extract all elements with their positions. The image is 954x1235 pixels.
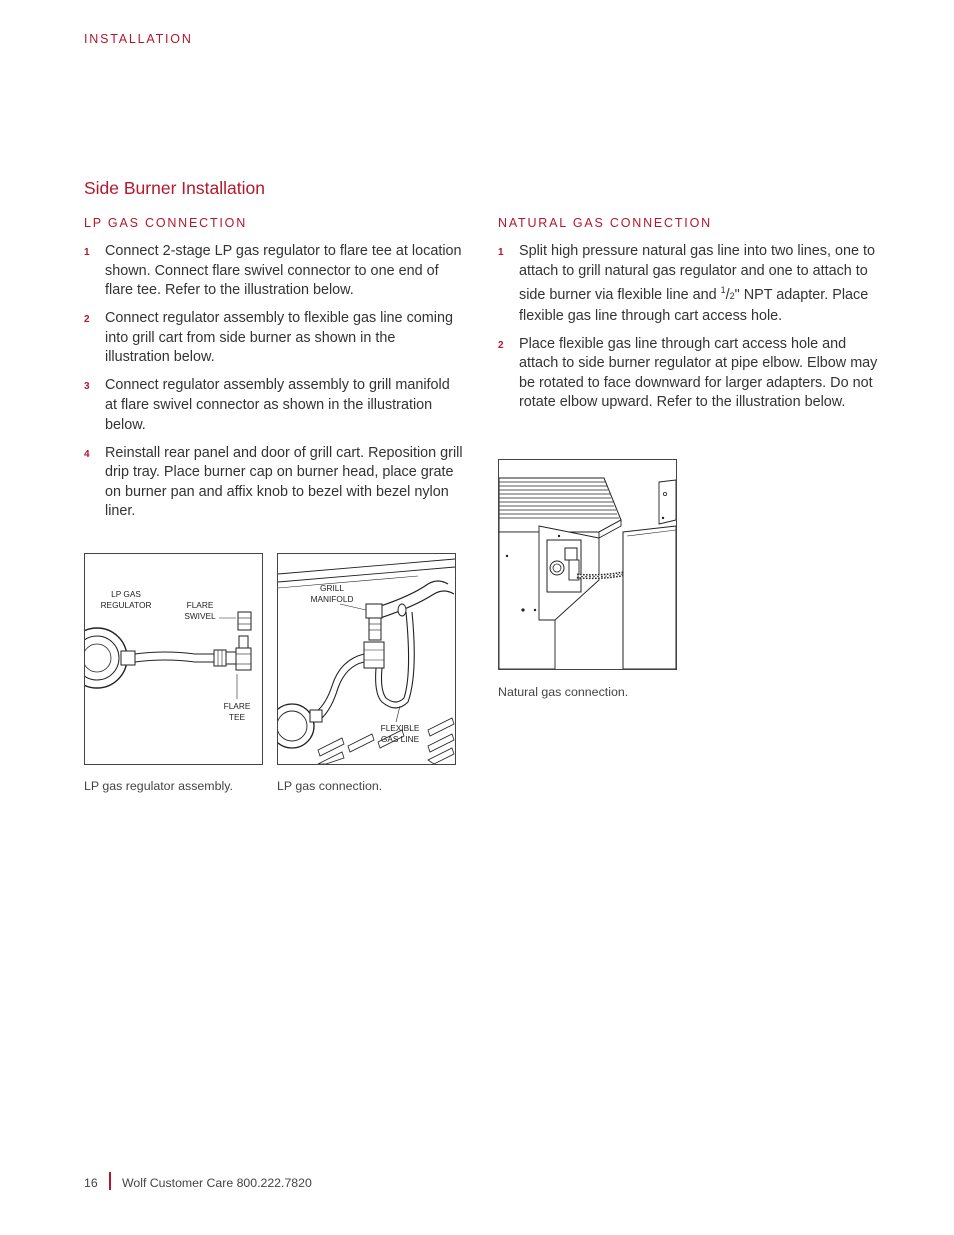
step-text: Connect regulator assembly assembly to grill manifold at flare swivel connector as shown in the illustration below. (105, 377, 450, 433)
lp-step (84, 309, 464, 368)
caption-natural-connection: Natural gas connection. (498, 685, 629, 699)
natural-step (498, 242, 878, 326)
figure-natural-connection (498, 459, 677, 670)
step-text: Reinstall rear panel and door of grill cart. Reposition grill drip tray. Place burner cap on burner head, place grate on burner pan and affix knob to bezel with bezel nylon liner. (105, 444, 463, 520)
step-text: Connect regulator assembly to flexible gas line coming into grill cart from side burner as shown in the illustration below. (105, 310, 453, 366)
natural-steps (498, 242, 878, 421)
natural-connection-illustration (499, 460, 676, 669)
step-number: 4 (84, 448, 90, 460)
figure-lp-regulator (84, 553, 263, 765)
step-text: Place flexible gas line through cart access hole and attach to side burner regulator at pipe elbow. Elbow may be rotated to face downward for larger adapters. Do not rotate elbow upward. Refer to the illustration below. (519, 335, 878, 411)
step-number: 1 (498, 247, 504, 258)
lp-step (84, 376, 464, 435)
caption-lp-regulator: LP gas regulator assembly. (84, 779, 233, 793)
footer-divider (109, 1172, 111, 1190)
lp-step (84, 242, 464, 301)
page-number: 16 (84, 1176, 98, 1190)
label-gas-line: GAS LINE (380, 734, 420, 744)
step-number: 2 (498, 339, 504, 351)
footer-contact: Wolf Customer Care 800.222.7820 (122, 1176, 312, 1190)
label-manifold: MANIFOLD (310, 594, 354, 604)
label-regulator: REGULATOR (100, 600, 152, 610)
lp-regulator-illustration (85, 554, 262, 764)
step-number: 3 (84, 381, 90, 393)
step-number: 2 (84, 314, 90, 326)
label-regulator: LP GAS (111, 589, 141, 599)
caption-lp-connection: LP gas connection. (277, 779, 383, 793)
label-tee: FLARE (223, 701, 251, 711)
step-text: Connect 2-stage LP gas regulator to flare tee at location shown. Connect flare swivel connector to one end of flare tee. Refer to the illustration below. (105, 243, 462, 299)
natural-step (498, 335, 878, 413)
section-header: INSTALLATION (84, 32, 193, 46)
label-swivel: SWIVEL (184, 611, 216, 621)
step-text: Split high pressure natural gas line into two lines, one to attach to grill natural gas regulator and one to attach to side burner via flexible line and $^1$/2" NPT adapter. Place flexible gas line through cart access hole. (519, 243, 875, 324)
lp-heading: LP GAS CONNECTION (84, 216, 248, 230)
label-manifold: GRILL (320, 583, 344, 593)
page-title: Side Burner Installation (84, 178, 265, 198)
label-gas-line: FLEXIBLE (380, 723, 420, 733)
natural-heading: NATURAL GAS CONNECTION (498, 216, 712, 230)
lp-step (84, 444, 464, 522)
lp-steps (84, 242, 464, 530)
figure-lp-connection (277, 553, 456, 765)
label-swivel: FLARE (186, 600, 214, 610)
label-tee: TEE (228, 712, 246, 722)
step-number: 1 (84, 247, 90, 258)
lp-connection-illustration (278, 554, 455, 764)
